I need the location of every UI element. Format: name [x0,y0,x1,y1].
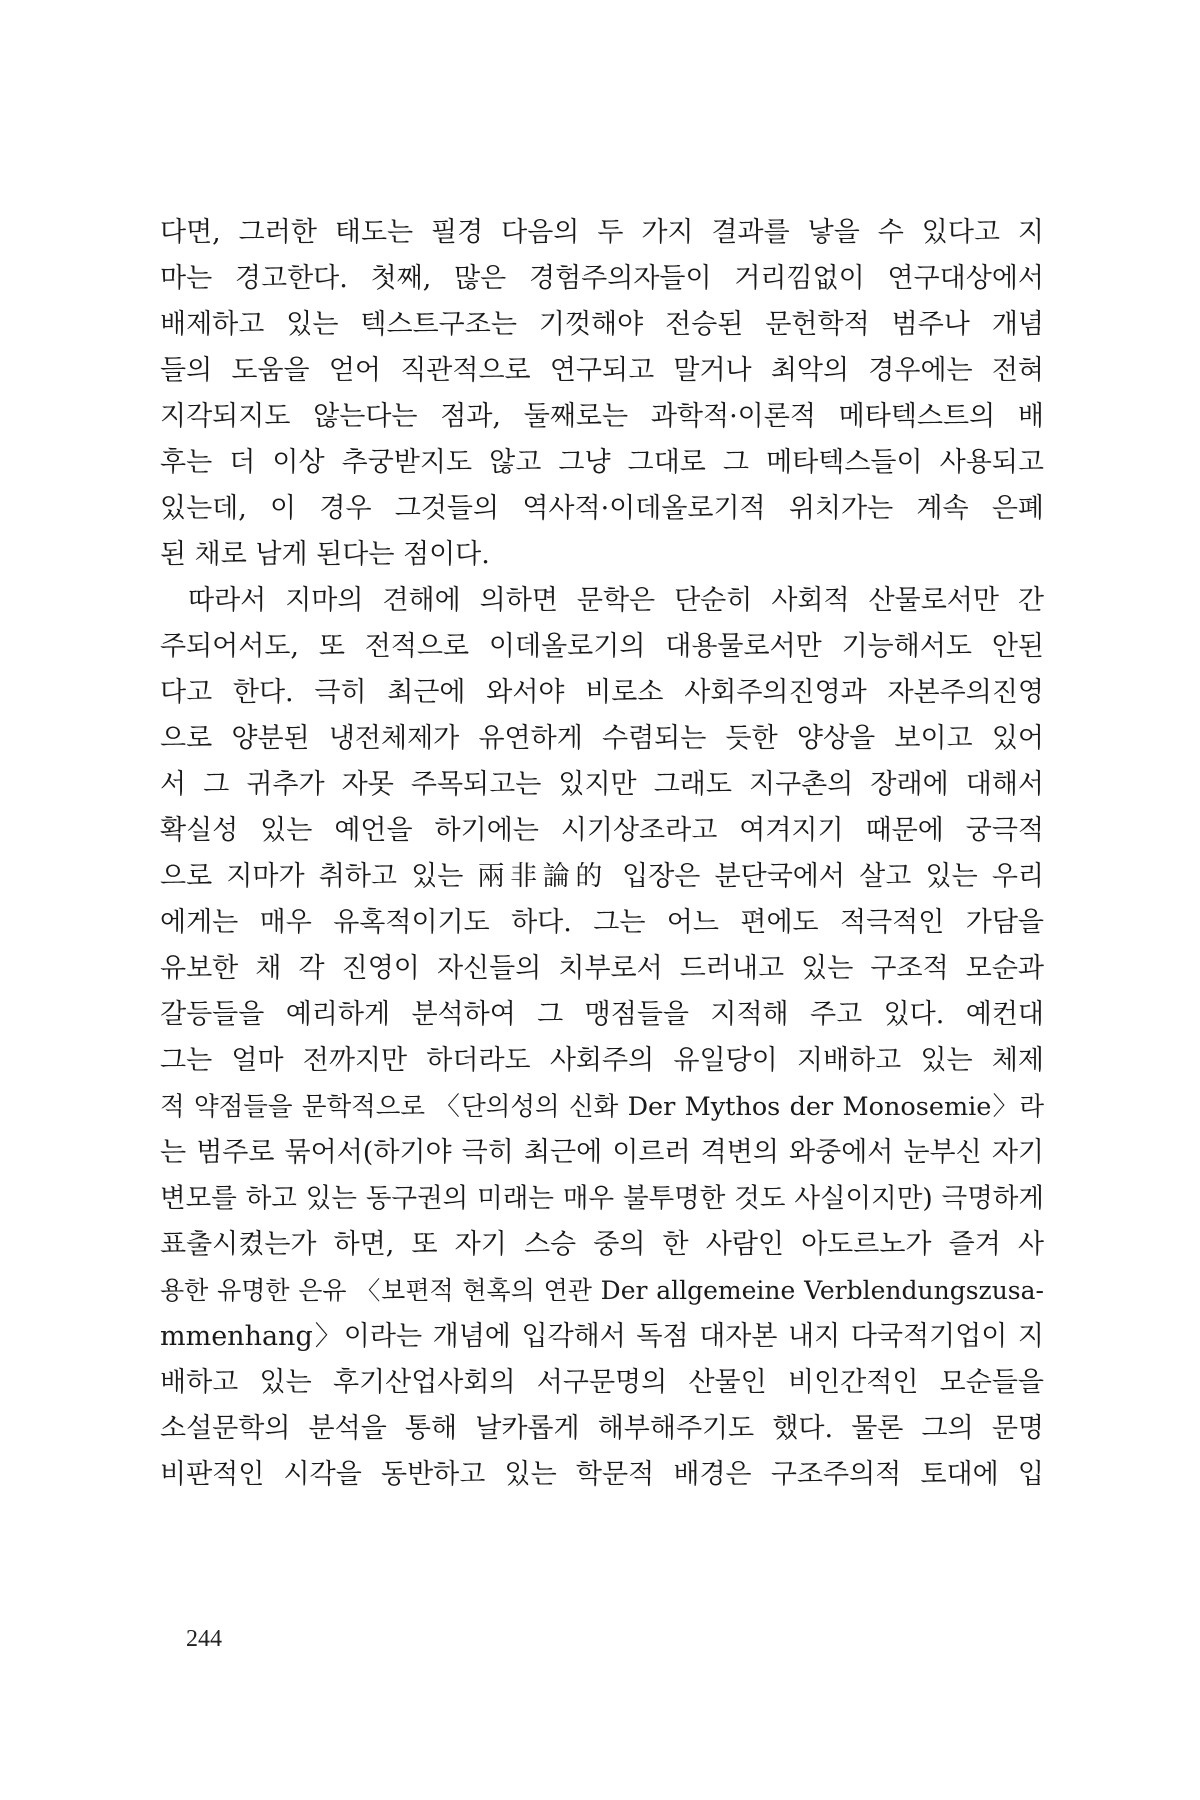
text-line: 서 그 귀추가 자못 주목되고는 있지만 그래도 지구촌의 장래에 대해서 [160,769,1044,800]
text-line: 있는데, 이 경우 그것들의 역사적·이데올로기적 위치가는 계속 은폐 [160,493,1044,524]
paragraph-start-line: 따라서 지마의 견해에 의하면 문학은 단순히 사회적 산물로서만 간 [188,585,1044,616]
text-line: 으로 지마가 취하고 있는 兩非論的 입장은 분단국에서 살고 있는 우리 [160,861,1044,892]
page-number: 244 [186,1626,222,1652]
text-line: 된 채로 남게 된다는 점이다. [160,539,490,570]
text-line: 유보한 채 각 진영이 자신들의 치부로서 드러내고 있는 구조적 모순과 [160,953,1044,984]
text-line: 마는 경고한다. 첫째, 많은 경험주의자들이 거리낌없이 연구대상에서 [160,263,1044,294]
text-line: 표출시켰는가 하면, 또 자기 스승 중의 한 사람인 아도르노가 즐겨 사 [160,1229,1044,1260]
text-line: 다면, 그러한 태도는 필경 다음의 두 가지 결과를 낳을 수 있다고 지 [160,217,1044,248]
text-line: 용한 유명한 은유 〈보편적 현혹의 연관 Der allgemeine Verblendungszusa- [160,1276,1044,1305]
text-line: mmenhang〉이라는 개념에 입각해서 독점 대자본 내지 다국적기업이 지 [160,1321,1044,1352]
text-line: 변모를 하고 있는 동구권의 미래는 매우 불투명한 것도 사실이지만) 극명하게 [160,1183,1044,1214]
body-text [160,210,1044,1498]
text-line: 는 범주로 묶어서(하기야 극히 최근에 이르러 격변의 와중에서 눈부신 자기 [160,1137,1044,1168]
text-line: 후는 더 이상 추궁받지도 않고 그냥 그대로 그 메타텍스들이 사용되고 [160,447,1044,478]
text-line: 으로 양분된 냉전체제가 유연하게 수렴되는 듯한 양상을 보이고 있어 [160,723,1044,754]
text-line: 그는 얼마 전까지만 하더라도 사회주의 유일당이 지배하고 있는 체제 [160,1045,1044,1076]
text-line: 확실성 있는 예언을 하기에는 시기상조라고 여겨지기 때문에 궁극적 [160,815,1044,846]
text-line: 에게는 매우 유혹적이기도 하다. 그는 어느 편에도 적극적인 가담을 [160,907,1044,938]
text-line: 비판적인 시각을 동반하고 있는 학문적 배경은 구조주의적 토대에 입 [160,1459,1044,1490]
text-line: 적 약점들을 문학적으로 〈단의성의 신화 Der Mythos der Monosemie〉라 [160,1092,1044,1122]
text-line: 소설문학의 분석을 통해 날카롭게 해부해주기도 했다. 물론 그의 문명 [160,1413,1044,1444]
text-line: 주되어서도, 또 전적으로 이데올로기의 대용물로서만 기능해서도 안된 [160,631,1044,662]
text-line: 갈등들을 예리하게 분석하여 그 맹점들을 지적해 주고 있다. 예컨대 [160,999,1044,1030]
text-line: 배하고 있는 후기산업사회의 서구문명의 산물인 비인간적인 모순들을 [160,1367,1044,1398]
text-line: 배제하고 있는 텍스트구조는 기껏해야 전승된 문헌학적 범주나 개념 [160,309,1044,340]
text-line: 들의 도움을 얻어 직관적으로 연구되고 말거나 최악의 경우에는 전혀 [160,355,1044,386]
text-line: 다고 한다. 극히 최근에 와서야 비로소 사회주의진영과 자본주의진영 [160,677,1044,708]
text-line: 지각되지도 않는다는 점과, 둘째로는 과학적·이론적 메타텍스트의 배 [160,401,1044,432]
